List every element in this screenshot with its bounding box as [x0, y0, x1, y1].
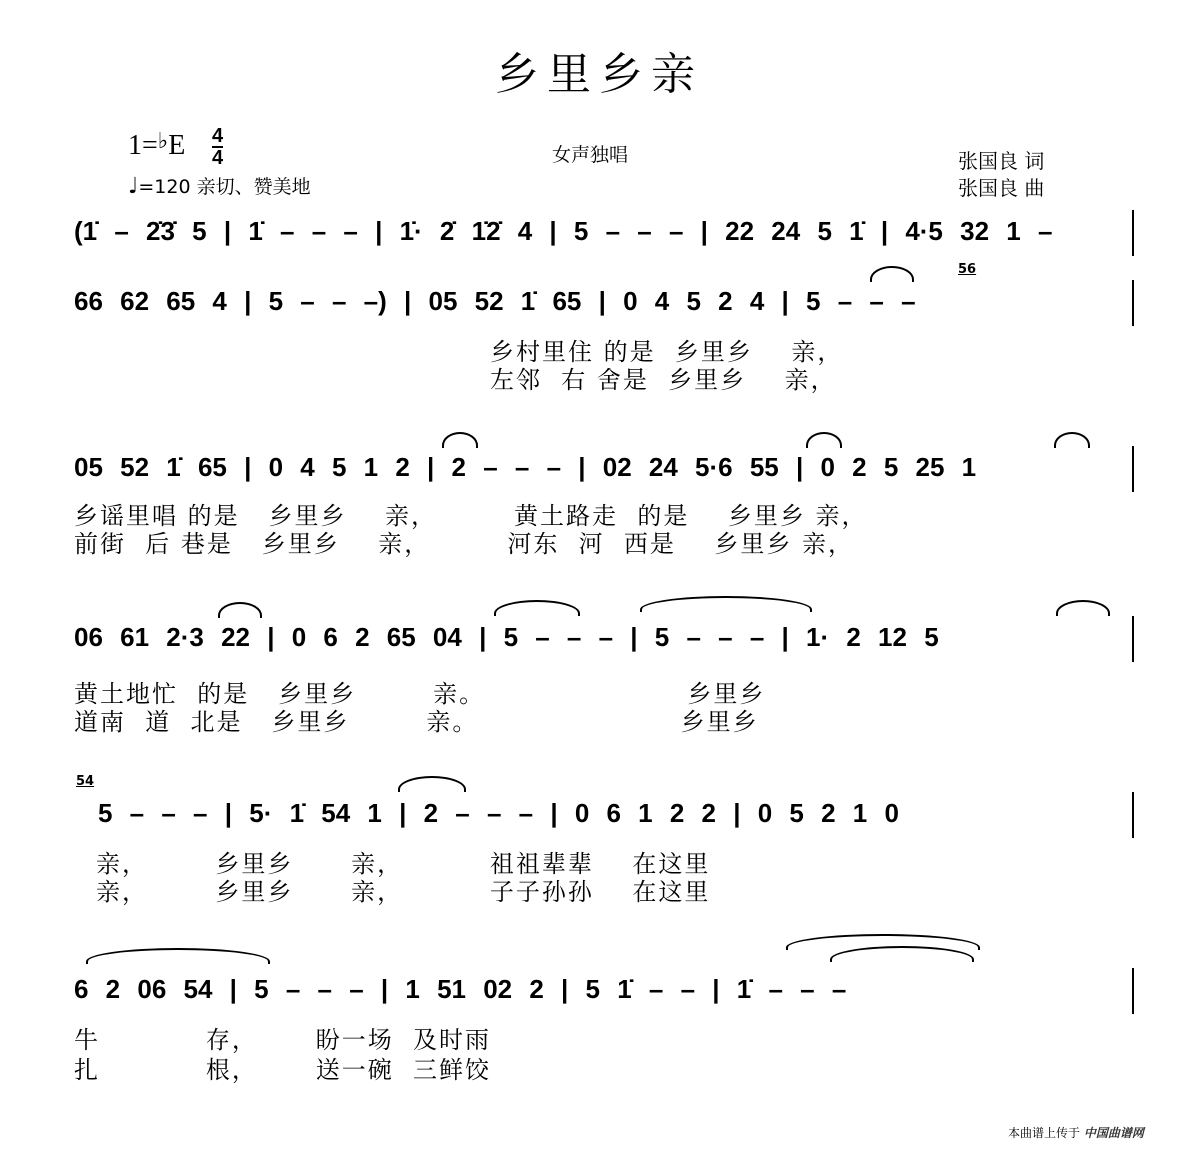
- lyric-verse-2-row-6: 扎 根， 送一碗 三鲜饺: [74, 1056, 491, 1084]
- barline: [1132, 792, 1134, 838]
- notation-row-5: 5 – – – | 5· 1̇ 54 1 | 2 – – – | 0 6 1 2 2 | 0 5 2 1 0: [98, 798, 899, 828]
- notation-row-1: (1̇ – 2̇3̇ 5 | 1̇ – – – | 1̇· 2̇ 1̇2̇ 4 | 5 – – – | 22 24 5 1̇ | 4·5 32 1 –: [74, 216, 1053, 246]
- slur: [86, 948, 270, 964]
- lyric-verse-2-row-5: 亲， 乡里乡 亲， 子子孙孙 在这里: [96, 878, 711, 906]
- slur: [494, 600, 580, 616]
- song-title: 乡里乡亲: [495, 49, 703, 100]
- notation-row-4: 06 61 2·3 22 | 0 6 2 65 04 | 5 – – – | 5 – – – | 1· 2 12 5: [74, 622, 939, 652]
- score-row-6: [74, 974, 1134, 1024]
- barline: [1132, 210, 1134, 256]
- tie: [640, 596, 812, 612]
- slur: [218, 602, 262, 618]
- tempo-marking: [128, 172, 311, 199]
- section-mark-2: 54: [76, 774, 95, 789]
- score-row-4: [74, 622, 1134, 672]
- lyric-verse-1-row-2: 乡村里住 的是 乡里乡 亲，: [490, 338, 844, 366]
- lyric-verse-1-row-4: 黄土地忙 的是 乡里乡 亲。 乡里乡: [74, 680, 766, 708]
- performance-type: 女声独唱: [552, 144, 629, 166]
- barline: [1132, 280, 1134, 326]
- lyric-verse-2-row-3: 前街 后 巷是 乡里乡 亲， 河东 河 西是 乡里乡 亲，: [74, 530, 854, 558]
- time-signature: [212, 126, 223, 168]
- flat-sign: ♭: [157, 128, 169, 153]
- slur: [806, 432, 842, 448]
- notation-row-6: 6 2 06 54 | 5 – – – | 1 51 02 2 | 5 1̇ – – | 1̇ – – –: [74, 974, 847, 1004]
- score-row-2: [74, 286, 1134, 336]
- composer-credit: 张国良 曲: [958, 176, 1045, 200]
- key-signature: [128, 128, 185, 162]
- score-row-5: [74, 798, 1134, 848]
- lyric-verse-2-row-2: 左邻 右 舍是 乡里乡 亲，: [490, 366, 837, 394]
- key-note: E: [168, 130, 186, 161]
- lyric-verse-2-row-4: 道南 道 北是 乡里乡 亲。 乡里乡: [74, 708, 759, 736]
- notation-row-2: 66 62 65 4 | 5 – – –) | 05 52 1̇ 65 | 0 4 5 2 4 | 5 – – –: [74, 286, 916, 316]
- upload-text: 本曲谱上传于: [1008, 1126, 1081, 1140]
- barline: [1132, 968, 1134, 1014]
- slur: [1054, 432, 1090, 448]
- key-label: 1=: [128, 130, 158, 161]
- slur: [870, 266, 914, 282]
- barline: [1132, 616, 1134, 662]
- tempo-text: =120 亲切、赞美地: [138, 176, 311, 198]
- quarter-note-icon: ♩: [128, 174, 139, 199]
- notation-row-3: 05 52 1̇ 65 | 0 4 5 1 2 | 2 – – – | 02 24 5·6 55 | 0 2 5 25 1: [74, 452, 977, 482]
- lyric-verse-1-row-6: 牛 存， 盼一场 及时雨: [74, 1026, 491, 1054]
- lyric-verse-1-row-3: 乡谣里唱 的是 乡里乡 亲， 黄土路走 的是 乡里乡 亲，: [74, 502, 868, 530]
- slur: [442, 432, 478, 448]
- section-mark-1: 56: [958, 262, 977, 277]
- time-denominator: 4: [212, 147, 224, 169]
- lyric-verse-1-row-5: 亲， 乡里乡 亲， 祖祖辈辈 在这里: [96, 850, 711, 878]
- time-numerator: 4: [212, 125, 224, 147]
- score-row-1: [74, 216, 1134, 266]
- credits: [958, 148, 1044, 202]
- footer-source: [1008, 1124, 1144, 1141]
- lyricist-credit: 张国良 词: [958, 149, 1045, 173]
- slur: [1056, 600, 1110, 616]
- score-row-3: [74, 452, 1134, 502]
- slur: [398, 776, 466, 792]
- barline: [1132, 446, 1134, 492]
- site-logo[interactable]: 中国曲谱网: [1083, 1126, 1144, 1140]
